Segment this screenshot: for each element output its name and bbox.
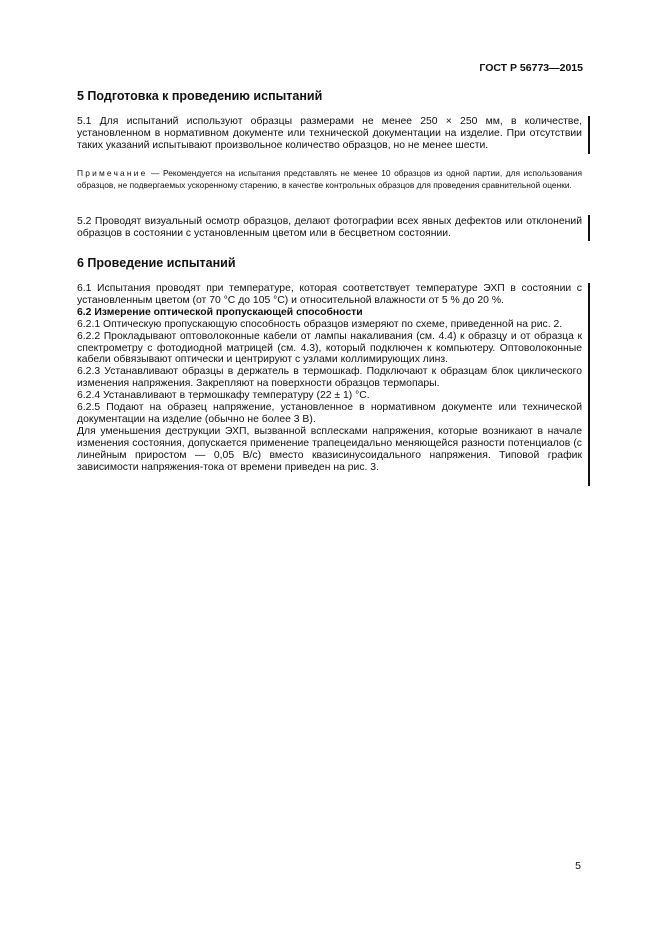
- para-6-2-2: 6.2.2 Прокладывают оптоволоконные кабели от лампы накаливания (см. 4.4) к образцу и от образца к спектрометру с фотодиодной матрицей (см. 4.3), который подключен к компьютеру. Оптоволоконные кабели обвязывают оптически и центрируют с узлами коллимирующих линз.: [77, 330, 582, 366]
- change-bar: [588, 116, 590, 154]
- note-label: Примечание: [77, 168, 148, 178]
- section-5-title: 5 Подготовка к проведению испытаний: [77, 89, 323, 103]
- para-6-1: 6.1 Испытания проводят при температуре, которая соответствует температуре ЭХП в состоянии с установленным цветом (от 70 °С до 105 °С) и относительной влажности от 5 % до 20 %.: [77, 283, 582, 306]
- para-6-2-1: 6.2.1 Оптическую пропускающую способность образцов измеряют по схеме, приведенной на рис. 2.: [77, 318, 563, 330]
- note-text: — Рекомендуется на испытания представлять не менее 10 образцов из одной партии, для использования образцов, не подвергаемых ускоренному старению, в качестве контрольных образцов для проведения сравнительной оценки.: [77, 168, 582, 190]
- para-5-1-block: [77, 116, 582, 152]
- subsection-6-2-title: 6.2 Измерение оптической пропускающей способности: [77, 306, 363, 318]
- para-6-2-5: 6.2.5 Подают на образец напряжение, установленное в нормативном документе или технической документации на изделие (обычно не более 3 В).: [77, 402, 582, 425]
- change-bar: [588, 215, 590, 241]
- change-bar: [588, 283, 590, 486]
- document-id: ГОСТ Р 56773—2015: [479, 62, 583, 74]
- section-6-title: 6 Проведение испытаний: [77, 256, 236, 270]
- para-6-2-3: 6.2.3 Устанавливают образцы в держатель в термошкаф. Подключают к образцам блок циклического изменения напряжения. Закрепляют на поверхности образцов термопары.: [77, 366, 582, 390]
- para-5-1: 5.1 Для испытаний используют образцы размерами не менее 250 × 250 мм, в количестве, установленном в нормативном документе или технической документации на изделие. При отсутствии таких указаний испытывают произвольное количество образцов, но не менее шести.: [77, 116, 582, 151]
- para-5-2-block: [77, 216, 582, 240]
- page-number: 5: [575, 860, 581, 872]
- para-6-2-5-cont: Для уменьшения деструкции ЭХП, вызванной всплесками напряжения, которые возникают в начале изменения состояния, допускается применение трапецеидально меняющейся разности потенциалов (с линейным приростом — 0,05 В/с) вместо квазисинусоидального напряжения. Типовой график зависимости напряжения-тока от времени приведен на рис. 3.: [77, 425, 582, 473]
- para-5-2: 5.2 Проводят визуальный осмотр образцов, делают фотографии всех явных дефектов или отклонений образцов в состоянии с установленным цветом или в бесцветном состоянии.: [77, 216, 582, 239]
- para-6-2-4: 6.2.4 Устанавливают в термошкафу температуру (22 ± 1) °С.: [77, 390, 370, 402]
- note-block: [77, 168, 582, 191]
- section-6-body: [77, 283, 582, 474]
